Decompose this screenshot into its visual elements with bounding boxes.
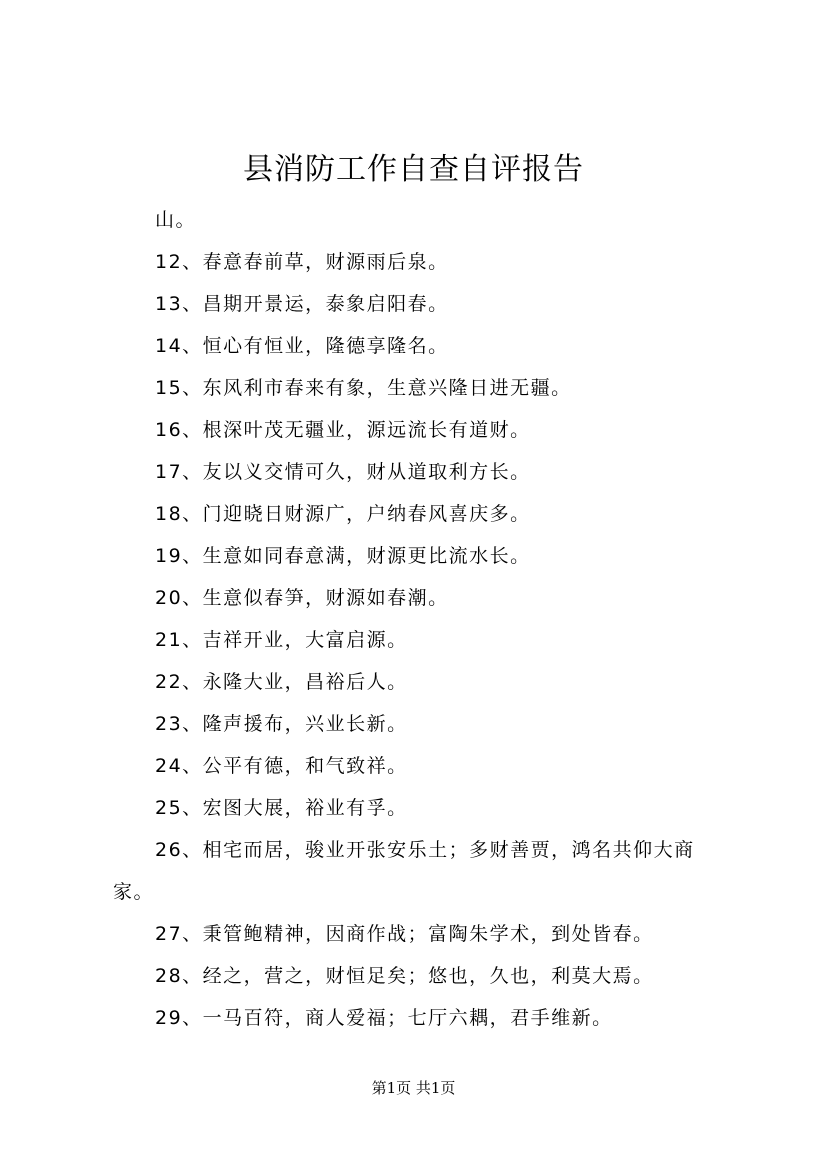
paragraph: 21、吉祥开业，大富启源。 (155, 629, 408, 651)
paragraph: 20、生意似春笋，财源如春潮。 (155, 587, 449, 609)
paragraph: 15、东风利市春来有象，生意兴隆日进无疆。 (155, 377, 572, 399)
paragraph: 18、门迎晓日财源广，户纳春风喜庆多。 (155, 503, 531, 525)
paragraph: 14、恒心有恒业，隆德享隆名。 (155, 335, 449, 357)
paragraph: 28、经之，营之，财恒足矣；悠也，久也，利莫大焉。 (155, 965, 654, 987)
paragraph: 29、一马百符，商人爱福；七厅六耦，君手维新。 (155, 1007, 613, 1029)
paragraph: 23、隆声援布，兴业长新。 (155, 713, 408, 735)
document-title: 县消防工作自查自评报告 (243, 152, 584, 187)
paragraph: 13、昌期开景运，泰象启阳春。 (155, 293, 449, 315)
paragraph: 27、秉管鲍精神，因商作战；富陶朱学术，到处皆春。 (155, 923, 654, 945)
paragraph: 25、宏图大展，裕业有孚。 (155, 797, 408, 819)
paragraph: 24、公平有德，和气致祥。 (155, 755, 408, 777)
paragraph: 山。 (155, 209, 197, 231)
paragraph: 26、相宅而居，骏业开张安乐土；多财善贾，鸿名共仰大商家。 (113, 839, 695, 903)
page-number-footer: 第1页 共1页 (371, 1079, 456, 1097)
paragraph: 19、生意如同春意满，财源更比流水长。 (155, 545, 531, 567)
paragraph: 12、春意春前草，财源雨后泉。 (155, 251, 449, 273)
paragraph: 16、根深叶茂无疆业，源远流长有道财。 (155, 419, 531, 441)
paragraph: 22、永隆大业，昌裕后人。 (155, 671, 408, 693)
paragraph: 17、友以义交情可久，财从道取利方长。 (155, 461, 531, 483)
document-body (113, 199, 733, 1039)
